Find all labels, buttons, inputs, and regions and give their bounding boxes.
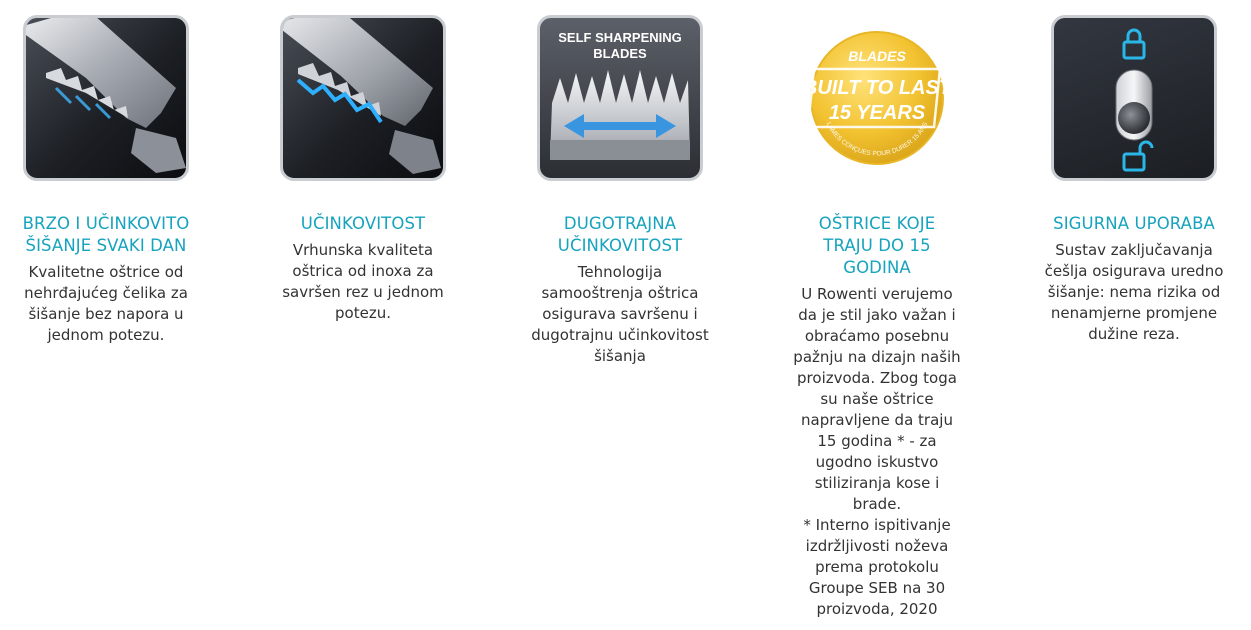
self-sharpening-blades-icon [537,15,703,181]
steel-blade-closeup-icon [23,15,189,181]
unlocked-icon [1124,142,1152,170]
feature-footnote: * Interno ispitivanje izdržljivosti noževa prema protokolu Groupe SEB na 30 proizvoda, 2020 [803,516,951,618]
locked-icon [1124,30,1144,58]
feature-description: Vrhunska kvaliteta oštrica od inoxa za savršen rez u jednom potezu. [282,241,444,322]
feature-title: UČINKOVITOST [300,214,426,233]
badge-main-line-1: BUILT TO LAST [802,77,952,99]
feature-description: Tehnologija samooštrenja oštrica osigurava savršenu i dugotrajnu učinkovitost šišanja [531,263,709,365]
badge-top-text: BLADES [848,48,906,64]
built-to-last-badge-icon [794,15,960,181]
feature-title: BRZO I UČINKOVITO ŠIŠANJE SVAKI DAN [22,214,190,255]
badge-arc-text: LAMES CONÇUES POUR DURER 15 ANS [824,121,930,158]
feature-title: SIGURNA UPORABA [1053,214,1215,233]
feature-description: U Rowenti verujemo da je stil jako važan i obraćamo posebnu pažnju na dizajn naših proizvoda. Zbog toga su naše oštrice napravljene da traju 15 godina * - za ugodno iskustvo stiliziranja kose i brade. [793,285,961,513]
feature-title: DUGOTRAJNA UČINKOVITOST [557,214,683,255]
self-sharpening-label: SELF SHARPENING BLADES [558,30,682,61]
feature-description: Kvalitetne oštrice od nehrđajućeg čelika za šišanje bez napora u jednom potezu. [24,263,188,344]
feature-title: OŠTRICE KOJE TRAJU DO 15 GODINA [818,214,936,277]
lock-switch-icon [1051,15,1217,181]
blade-teeth-blue-glow-icon [280,15,446,181]
feature-description: Sustav zaključavanja češlja osigurava uredno šišanje: nema rizika od nenamjerne promjene dužine reza. [1044,241,1224,343]
badge-main-line-2: 15 YEARS [828,102,926,124]
